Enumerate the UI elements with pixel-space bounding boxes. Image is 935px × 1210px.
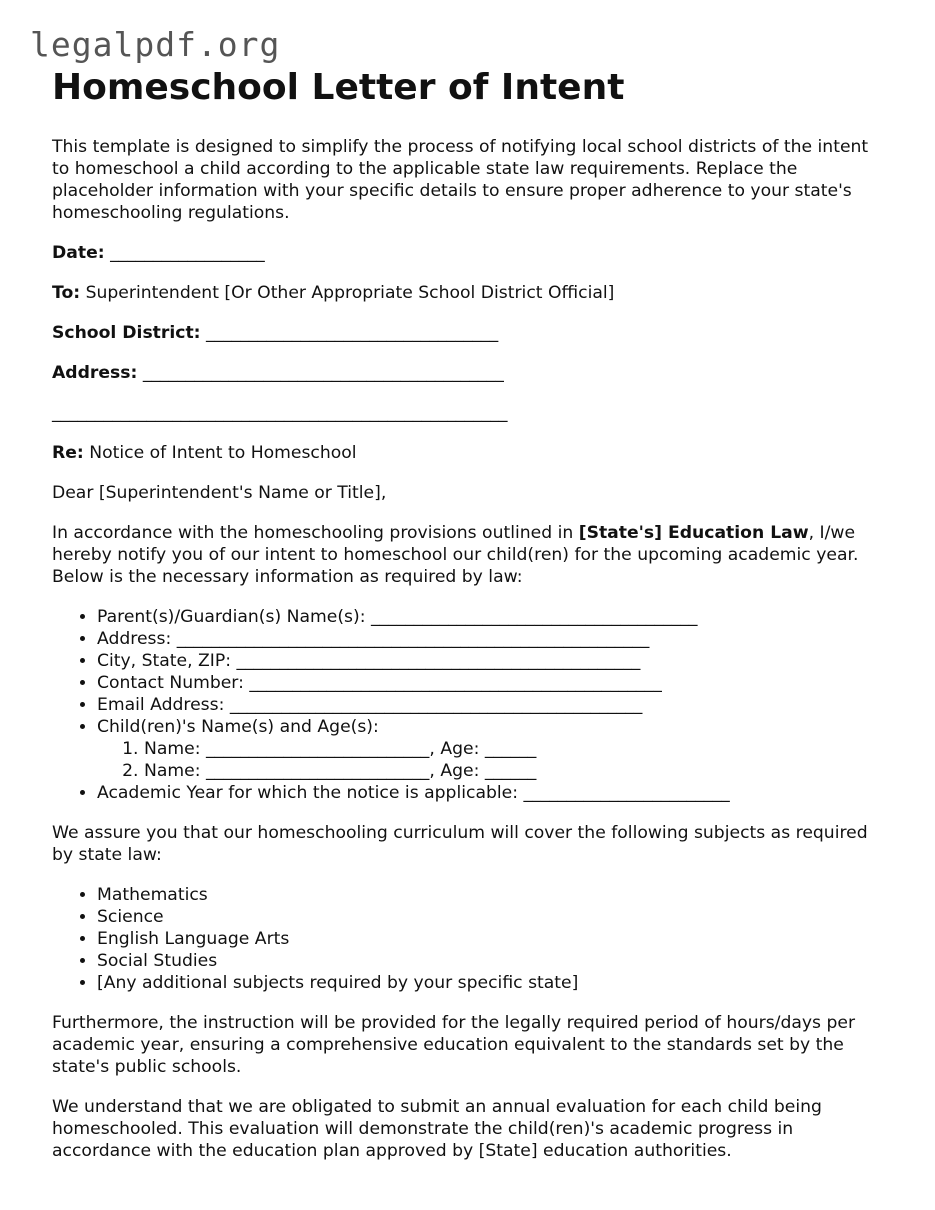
subjects-list <box>52 884 882 994</box>
address-field <box>52 362 882 384</box>
subject-item: • English Language Arts <box>97 928 882 950</box>
document <box>52 66 882 1180</box>
list-item-email: • Email Address: ________________________________________________ <box>97 694 882 716</box>
address-blank: __________________________________________ <box>137 363 504 383</box>
document-title: Homeschool Letter of Intent <box>52 67 625 108</box>
school-district-blank: __________________________________ <box>200 323 499 343</box>
list-item-academic-year: • Academic Year for which the notice is applicable: ________________________ <box>97 782 882 804</box>
instruction-paragraph: Furthermore, the instruction will be provided for the legally required period of hours/days per academic year, ensuring a comprehensive education equivalent to the standards set by the state's public schools. <box>52 1013 856 1077</box>
state-education-law: [State's] Education Law <box>578 523 809 543</box>
list-item-address: • Address: _______________________________________________________ <box>97 628 882 650</box>
list-item-contact: • Contact Number: ________________________________________________ <box>97 672 882 694</box>
school-district-label: School District: <box>52 323 201 343</box>
list-item-city: • City, State, ZIP: _______________________________________________ <box>97 650 882 672</box>
to-field <box>52 282 882 304</box>
subject-item: • [Any additional subjects required by your specific state] <box>97 972 882 994</box>
salutation: Dear [Superintendent's Name or Title], <box>52 483 387 503</box>
children-label: Child(ren)'s Name(s) and Age(s): <box>97 717 379 737</box>
date-label: Date: <box>52 243 105 263</box>
child-item-2: 2. Name: __________________________, Age: ______ <box>144 760 882 782</box>
intro-paragraph: This template is designed to simplify the process of notifying local school districts of the intent to homeschool a child according to the applicable state law requirements. Replace the placeholder information with your specific details to ensure proper adherence to your state's homeschooling regulations. <box>52 137 869 223</box>
date-blank: __________________ <box>104 243 265 263</box>
re-value: Notice of Intent to Homeschool <box>83 443 357 463</box>
list-item-children <box>97 716 882 782</box>
to-value: Superintendent [Or Other Appropriate School District Official] <box>80 283 615 303</box>
subject-item: • Mathematics <box>97 884 882 906</box>
re-label: Re: <box>52 443 84 463</box>
info-list <box>52 606 882 804</box>
address-label: Address: <box>52 363 138 383</box>
children-list <box>97 738 882 782</box>
curriculum-paragraph: We assure you that our homeschooling curriculum will cover the following subjects as required by state law: <box>52 823 868 865</box>
subject-item: • Social Studies <box>97 950 882 972</box>
re-field <box>52 442 882 464</box>
school-district-field <box>52 322 882 344</box>
accordance-text-after: , I/we hereby notify you of our intent to homeschool our child(ren) for the upcoming academic year. Below is the necessary information as required by law: <box>52 523 859 587</box>
accordance-paragraph <box>52 522 882 588</box>
date-field <box>52 242 882 264</box>
to-label: To: <box>52 283 81 303</box>
subject-item: • Science <box>97 906 882 928</box>
evaluation-paragraph: We understand that we are obligated to submit an annual evaluation for each child being homeschooled. This evaluation will demonstrate the child(ren)'s academic progress in accordance with the education plan approved by [State] education authorities. <box>52 1097 822 1161</box>
list-item-parents: • Parent(s)/Guardian(s) Name(s): ______________________________________ <box>97 606 882 628</box>
watermark-logo: legalpdf.org <box>30 25 281 64</box>
accordance-text-before: In accordance with the homeschooling provisions outlined in <box>52 523 579 543</box>
child-item-1: 1. Name: __________________________, Age: ______ <box>144 738 882 760</box>
address-line-2: _____________________________________________________ <box>52 403 508 423</box>
